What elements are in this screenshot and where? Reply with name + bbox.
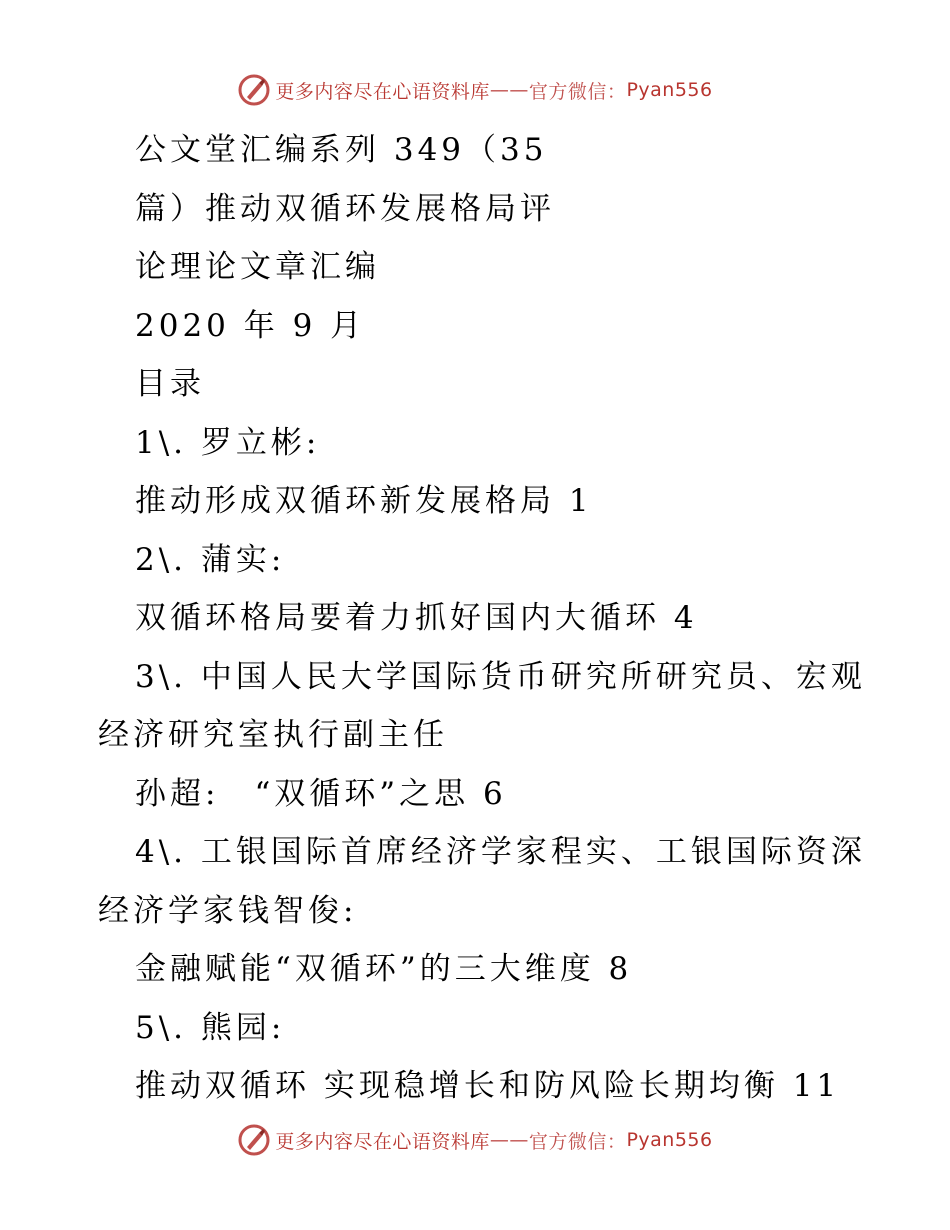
toc-entry-3-author-cont: 经济研究室执行副主任 <box>98 717 448 753</box>
watermark-brand: 更多内容尽在心语资料库 <box>275 1130 490 1153</box>
watermark-account: Pyan556 <box>626 1129 713 1151</box>
pen-logo-icon <box>237 1123 271 1157</box>
toc-entry-1-author: 1\. 罗立彬: <box>135 425 321 461</box>
watermark-separator: —— <box>489 79 529 101</box>
watermark-header <box>0 70 950 110</box>
toc-entry-4-author-cont: 经济学家钱智俊: <box>98 893 358 929</box>
toc-entry-1-title: 推动形成双循环新发展格局 1 <box>135 483 593 519</box>
watermark-separator: —— <box>489 1129 529 1151</box>
pen-logo-icon <box>237 73 271 107</box>
watermark-account-label: 官方微信： <box>528 1130 627 1153</box>
watermark-account-label: 官方微信： <box>528 80 627 103</box>
document-date: 2020 年 9 月 <box>135 308 366 344</box>
toc-entry-2-author: 2\. 蒲实: <box>135 542 286 578</box>
title-line-1: 公文堂汇编系列 349（35 <box>135 132 548 168</box>
watermark-account: Pyan556 <box>626 79 713 101</box>
toc-entry-4-author: 4\. 工银国际首席经济学家程实、工银国际资深 <box>135 834 866 870</box>
toc-entry-5-title: 推动双循环 实现稳增长和防风险长期均衡 11 <box>135 1068 841 1104</box>
toc-entry-2-title: 双循环格局要着力抓好国内大循环 4 <box>135 600 698 636</box>
toc-entry-3-author: 3\. 中国人民大学国际货币研究所研究员、宏观 <box>135 659 866 695</box>
title-line-2: 篇）推动双循环发展格局评 <box>135 191 555 227</box>
watermark-footer <box>0 1120 950 1160</box>
title-line-3: 论理论文章汇编 <box>135 249 380 285</box>
toc-entry-3-title: 孙超: “双循环”之思 6 <box>135 776 507 812</box>
watermark-brand: 更多内容尽在心语资料库 <box>275 80 490 103</box>
toc-entry-4-title: 金融赋能“双循环”的三大维度 8 <box>135 951 633 987</box>
toc-entry-5-author: 5\. 熊园: <box>135 1010 286 1046</box>
toc-heading: 目录 <box>135 366 205 402</box>
